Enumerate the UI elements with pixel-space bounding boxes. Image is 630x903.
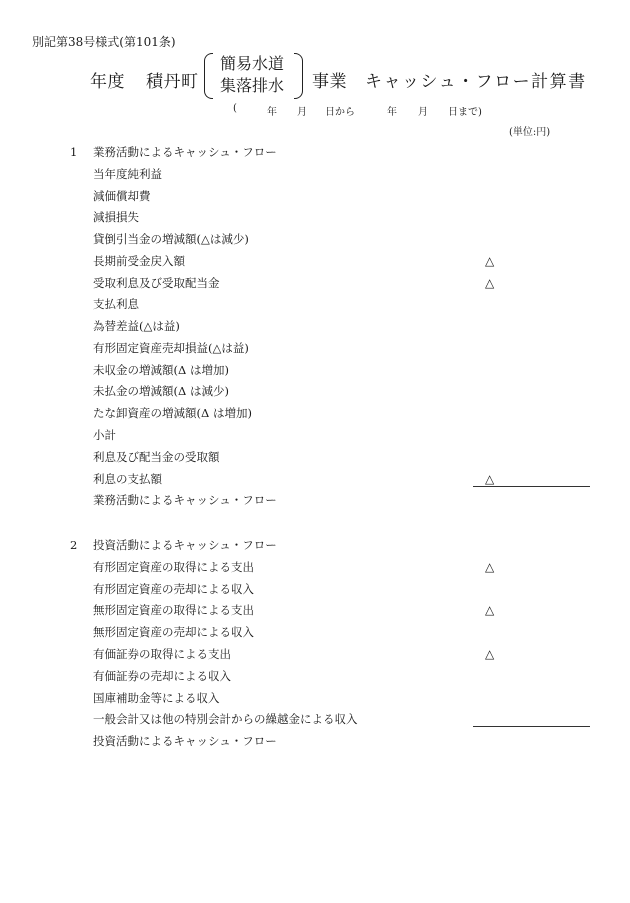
- line-item: 利息の支払額: [93, 472, 162, 486]
- line-item: 有形固定資産の取得による支出: [93, 560, 254, 574]
- section-1-title: 業務活動によるキャッシュ・フロー: [93, 145, 277, 159]
- period-to-month: 月: [418, 107, 428, 118]
- period-to-day: 日まで): [448, 107, 482, 118]
- line-item: 利息及び配当金の受取額: [93, 450, 220, 464]
- line-item: 貸倒引当金の増減額(△は減少): [93, 232, 249, 246]
- business-type-stack: [220, 53, 284, 97]
- line-item: 支払利息: [93, 297, 139, 311]
- fiscal-year-label: 年度: [90, 72, 125, 92]
- form-label: 別記第38号様式(第101条): [32, 35, 176, 49]
- line-item: 国庫補助金等による収入: [93, 691, 220, 705]
- negative-mark: △: [485, 276, 495, 290]
- period-from-month: 月: [297, 107, 307, 118]
- line-item: 有形固定資産の売却による収入: [93, 582, 254, 596]
- business-suffix: 事業: [312, 72, 347, 92]
- line-item: 有価証券の売却による収入: [93, 669, 231, 683]
- section-1-number: 1: [70, 145, 78, 159]
- line-item: 無形固定資産の取得による支出: [93, 603, 254, 617]
- line-item: 未収金の増減額(Δ は増加): [93, 363, 229, 377]
- negative-mark: △: [485, 560, 495, 574]
- line-item: 為替差益(△は益): [93, 319, 180, 333]
- line-item: 有価証券の取得による支出: [93, 647, 231, 661]
- line-item: 有形固定資産売却損益(△は益): [93, 341, 249, 355]
- negative-mark: △: [485, 254, 495, 268]
- business-line-2: 集落排水: [220, 76, 285, 95]
- negative-mark: △: [485, 647, 495, 661]
- section-total-label: 投資活動によるキャッシュ・フロー: [93, 734, 277, 748]
- section-2-number: 2: [70, 538, 78, 552]
- line-item: 未払金の増減額(Δ は減少): [93, 384, 229, 398]
- line-item: 受取利息及び受取配当金: [93, 276, 220, 290]
- line-item: たな卸資産の増減額(Δ は増加): [93, 406, 252, 420]
- period-from-day: 日から: [325, 107, 355, 118]
- unit-label: (単位:円): [509, 127, 551, 138]
- line-item: 減損損失: [93, 210, 139, 224]
- total-rule: [473, 726, 590, 727]
- section-total-label: 業務活動によるキャッシュ・フロー: [93, 493, 277, 507]
- line-item: 無形固定資産の売却による収入: [93, 625, 254, 639]
- negative-mark: △: [485, 603, 495, 617]
- period-open: (: [233, 103, 237, 114]
- total-rule: [473, 486, 590, 487]
- section-2-title: 投資活動によるキャッシュ・フロー: [93, 538, 277, 552]
- line-item: 長期前受金戻入額: [93, 254, 185, 268]
- town-name: 積丹町: [146, 72, 199, 92]
- report-title: キャッシュ・フロー計算書: [365, 72, 587, 92]
- right-bracket: [294, 53, 303, 99]
- line-item: 一般会計又は他の特別会計からの繰越金による収入: [93, 712, 358, 726]
- line-item: 減価償却費: [93, 189, 151, 203]
- subtotal-label: 小計: [93, 428, 116, 442]
- business-line-1: 簡易水道: [220, 54, 285, 73]
- negative-mark: △: [485, 472, 495, 486]
- period-from-year: 年: [267, 107, 277, 118]
- line-item: 当年度純利益: [93, 167, 162, 181]
- left-bracket: [204, 53, 213, 99]
- period-to-year: 年: [387, 107, 397, 118]
